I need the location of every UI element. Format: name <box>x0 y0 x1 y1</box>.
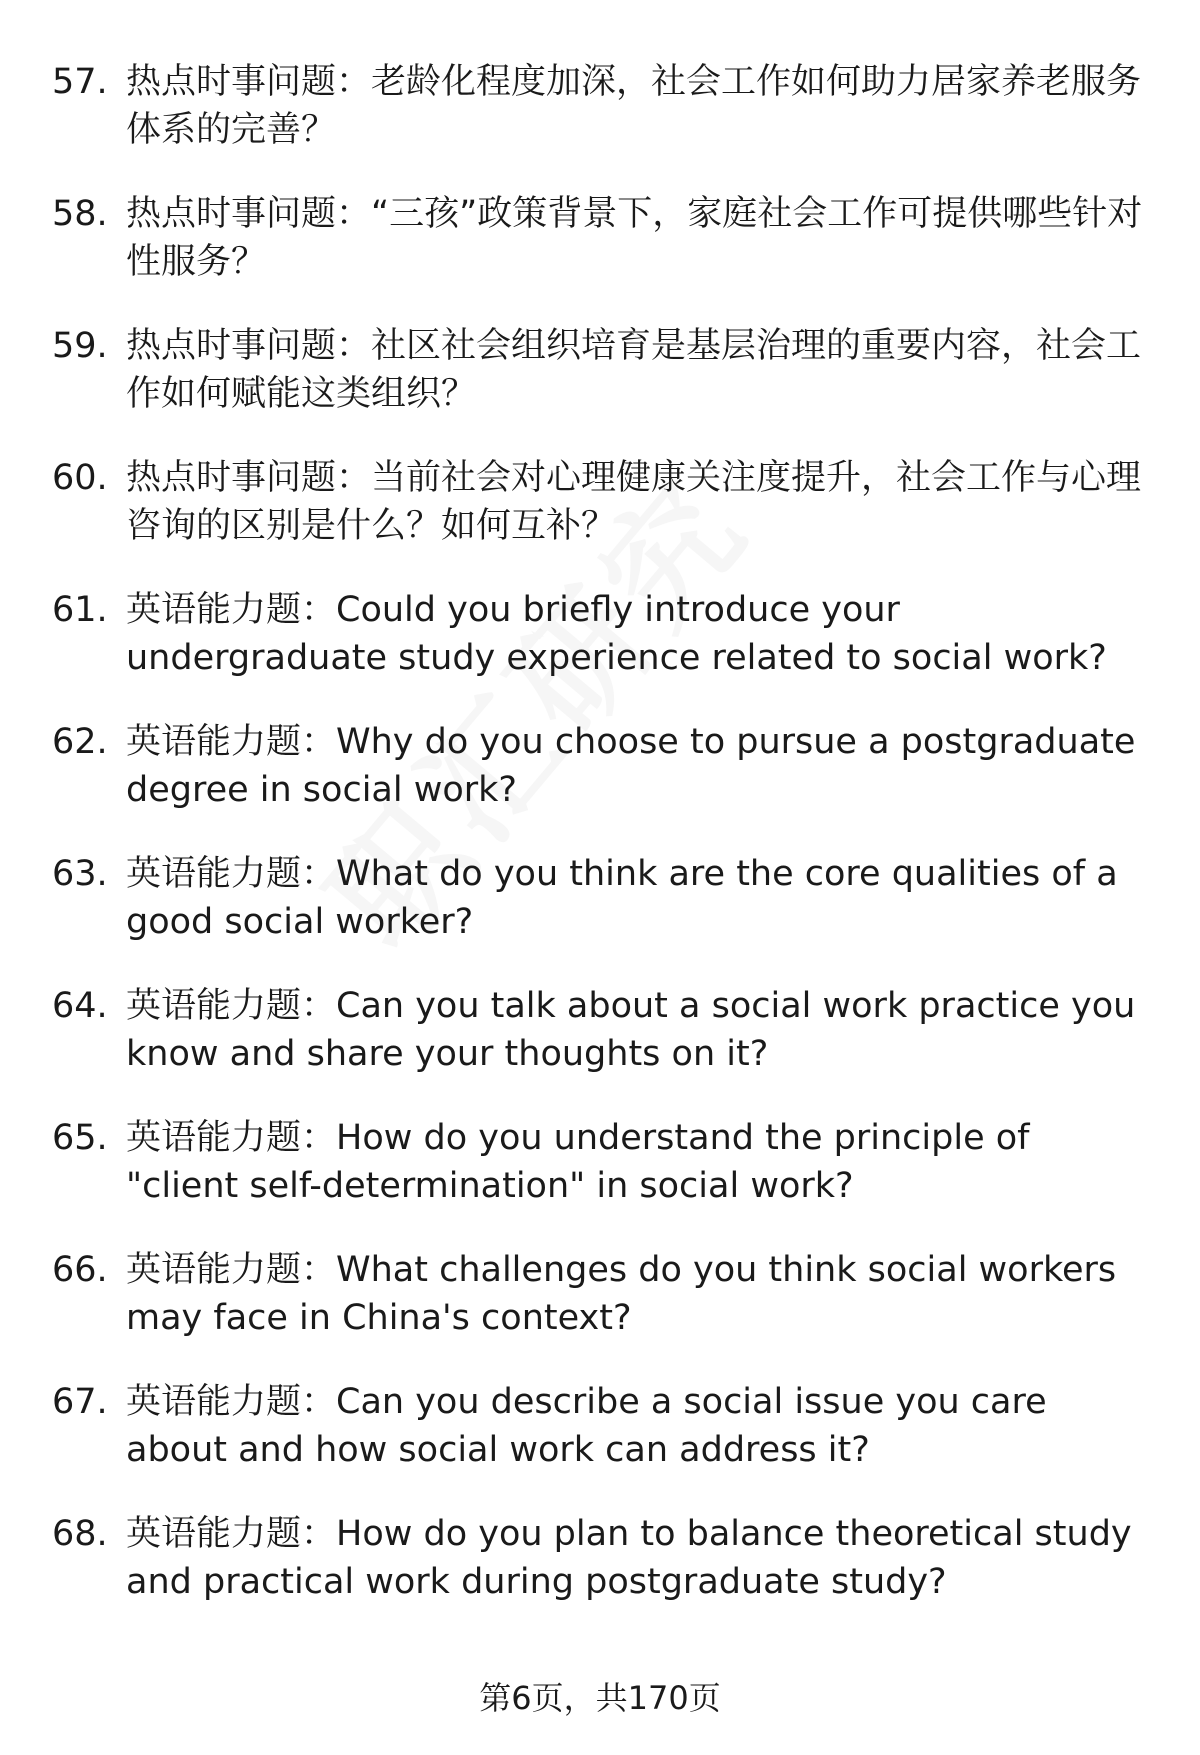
question-item <box>52 1510 1162 1642</box>
question-item <box>52 322 1162 454</box>
page-footer <box>0 1678 1200 1718</box>
question-item <box>52 1114 1162 1246</box>
question-item <box>52 850 1162 982</box>
question-number: 63. <box>52 854 108 894</box>
question-item <box>52 454 1162 586</box>
question-text: 英语能力题：Could you briefly introduce your undergraduate study experience related to social work? <box>126 590 1107 678</box>
question-number: 65. <box>52 1118 108 1158</box>
question-text: 英语能力题：How do you understand the principle of "client self-determination" in social work? <box>126 1118 1030 1206</box>
question-text: 英语能力题：Why do you choose to pursue a postgraduate degree in social work? <box>126 722 1136 810</box>
question-item <box>52 1378 1162 1510</box>
question-number: 62. <box>52 722 108 762</box>
question-item <box>52 586 1162 718</box>
question-number: 58. <box>52 194 108 234</box>
question-number: 59. <box>52 326 108 366</box>
question-number: 57. <box>52 62 108 102</box>
page-number-label: 第6页，共170页 <box>479 1679 721 1717</box>
question-number: 64. <box>52 986 108 1026</box>
question-text: 英语能力题：What challenges do you think social workers may face in China's context? <box>126 1250 1117 1338</box>
question-text: 英语能力题：What do you think are the core qualities of a good social worker? <box>126 854 1118 942</box>
question-item <box>52 190 1162 322</box>
question-number: 67. <box>52 1382 108 1422</box>
question-number: 60. <box>52 458 108 498</box>
question-item <box>52 718 1162 850</box>
question-item <box>52 58 1162 190</box>
question-item <box>52 1246 1162 1378</box>
question-text: 热点时事问题：当前社会对心理健康关注度提升，社会工作与心理咨询的区别是什么？如何互补？ <box>126 458 1142 546</box>
question-text: 英语能力题：Can you talk about a social work practice you know and share your thoughts on it? <box>126 986 1136 1074</box>
question-text: 热点时事问题：社区社会组织培育是基层治理的重要内容，社会工作如何赋能这类组织？ <box>126 326 1142 414</box>
question-list <box>52 58 1162 1642</box>
question-number: 66. <box>52 1250 108 1290</box>
question-text: 英语能力题：How do you plan to balance theoretical study and practical work during postgraduate study? <box>126 1514 1132 1602</box>
question-number: 61. <box>52 590 108 630</box>
question-number: 68. <box>52 1514 108 1554</box>
question-text: 英语能力题：Can you describe a social issue you care about and how social work can address it? <box>126 1382 1047 1470</box>
question-text: 热点时事问题：“三孩”政策背景下，家庭社会工作可提供哪些针对性服务？ <box>126 194 1143 282</box>
question-item <box>52 982 1162 1114</box>
question-text: 热点时事问题：老龄化程度加深，社会工作如何助力居家养老服务体系的完善？ <box>126 62 1142 150</box>
